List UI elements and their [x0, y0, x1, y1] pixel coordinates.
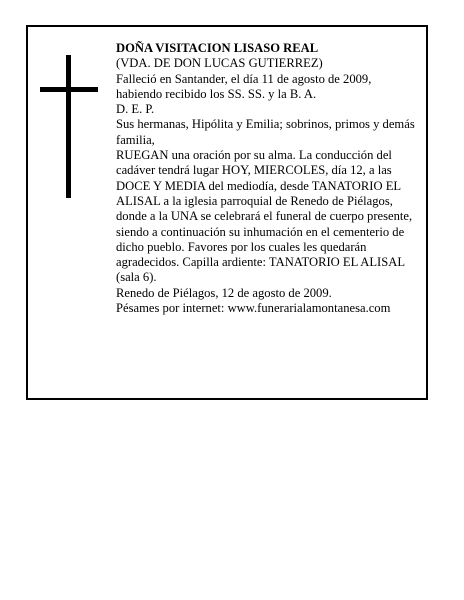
funeral-request: RUEGAN una oración por su alma. La conducción del cadáver tendrá lugar HOY, MIERCOLES, día 12, a las DOCE Y MEDIA del mediodía, desde TANATORIO EL ALISAL a la iglesia parroquial de Renedo de Piélagos, donde a la UNA se celebrará el funeral de cuerpo presente, siendo a continuación su inhumación en el cementerio de dicho pueblo. Favores por los cuales les quedarán agradecidos. Capilla ardiente: TANATORIO EL ALISAL (sala 6).	[116, 148, 413, 285]
rest-in-peace: D. E. P.	[116, 102, 155, 117]
death-statement: Falleció en Santander, el día 11 de agosto de 2009, habiendo recibido los SS. SS. y la B. A.	[116, 71, 372, 101]
condolences-line: Pésames por internet: www.funerarialamontanesa.com	[116, 301, 391, 316]
widow-of: (VDA. DE DON LUCAS GUTIERREZ)	[116, 56, 323, 71]
obituary-text	[116, 41, 420, 316]
cross-icon	[40, 55, 98, 198]
obituary-notice	[26, 25, 428, 400]
family-members: Sus hermanas, Hipólita y Emilia; sobrinos, primos y demás familia,	[116, 117, 415, 147]
deceased-name: DOÑA VISITACION LISASO REAL	[116, 41, 319, 55]
place-and-date: Renedo de Piélagos, 12 de agosto de 2009.	[116, 285, 332, 300]
